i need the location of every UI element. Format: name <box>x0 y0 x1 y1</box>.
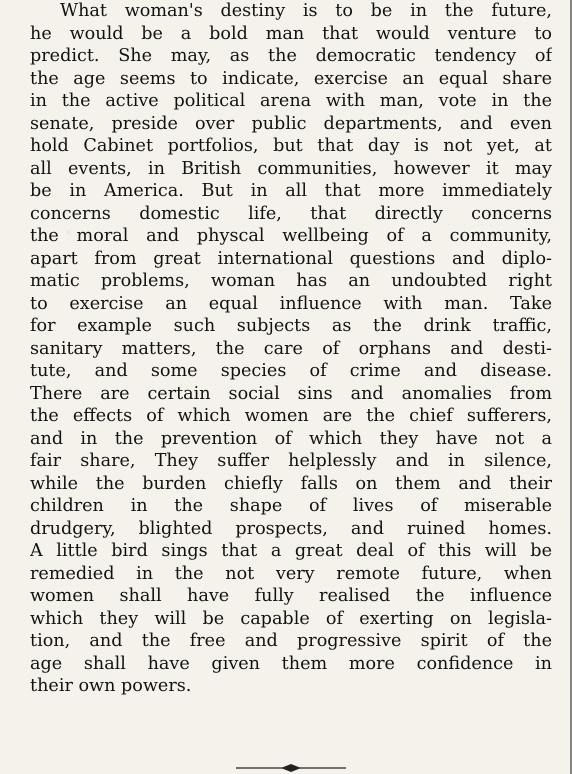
article-line: apart from great international questions and diplo- <box>30 248 552 269</box>
article-line: all events, in British communities, however it may <box>30 158 552 179</box>
article-line: senate, preside over public departments, and even <box>30 113 552 134</box>
article-line: he would be a bold man that would venture to <box>30 23 552 44</box>
article-line: matic problems, woman has an undoubted right <box>30 271 552 291</box>
article-line: be in America. But in all that more immediately <box>30 181 552 201</box>
article-line: their own powers. <box>30 676 192 696</box>
article-line: drudgery, blighted prospects, and ruined homes. <box>30 518 552 539</box>
article-line: age shall have given them more confidence in <box>30 653 552 674</box>
section-divider-ornament <box>236 763 346 773</box>
article-line: remedied in the not very remote future, when <box>30 563 552 584</box>
article-body <box>30 0 552 698</box>
article-line: sanitary matters, the care of orphans and desti- <box>30 338 552 359</box>
article-line: fair share, They suffer helplessly and in silence, <box>30 451 552 471</box>
article-line: the moral and physcal wellbeing of a community, <box>30 226 552 246</box>
article-line: while the burden chiefly falls on them and their <box>30 473 552 494</box>
article-line: What woman's destiny is to be in the future, <box>60 1 552 21</box>
article-line: the age seems to indicate, exercise an equal share <box>30 68 552 89</box>
article-line: hold Cabinet portfolios, but that day is not yet, at <box>30 136 552 156</box>
article-line: There are certain social sins and anomalies from <box>30 383 552 404</box>
article-line: tute, and some species of crime and disease. <box>30 361 552 381</box>
article-line: A little bird sings that a great deal of this will be <box>30 541 552 561</box>
article-line: to exercise an equal influence with man. Take <box>30 293 552 314</box>
article-line: and in the prevention of which they have not a <box>30 428 552 449</box>
article-line: predict. She may, as the democratic tendency of <box>30 46 552 66</box>
article-line: women shall have fully realised the influence <box>30 586 552 606</box>
article-line: tion, and the free and progressive spirit of the <box>30 631 552 651</box>
article-line: concerns domestic life, that directly concerns <box>30 203 552 224</box>
article-line: children in the shape of lives of miserable <box>30 496 552 516</box>
article-line: the effects of which women are the chief sufferers, <box>30 406 552 426</box>
article-line: which they will be capable of exerting on legisla- <box>30 608 552 629</box>
article-line: in the active political arena with man, vote in the <box>30 91 552 111</box>
article-line: for example such subjects as the drink traffic, <box>30 316 552 336</box>
